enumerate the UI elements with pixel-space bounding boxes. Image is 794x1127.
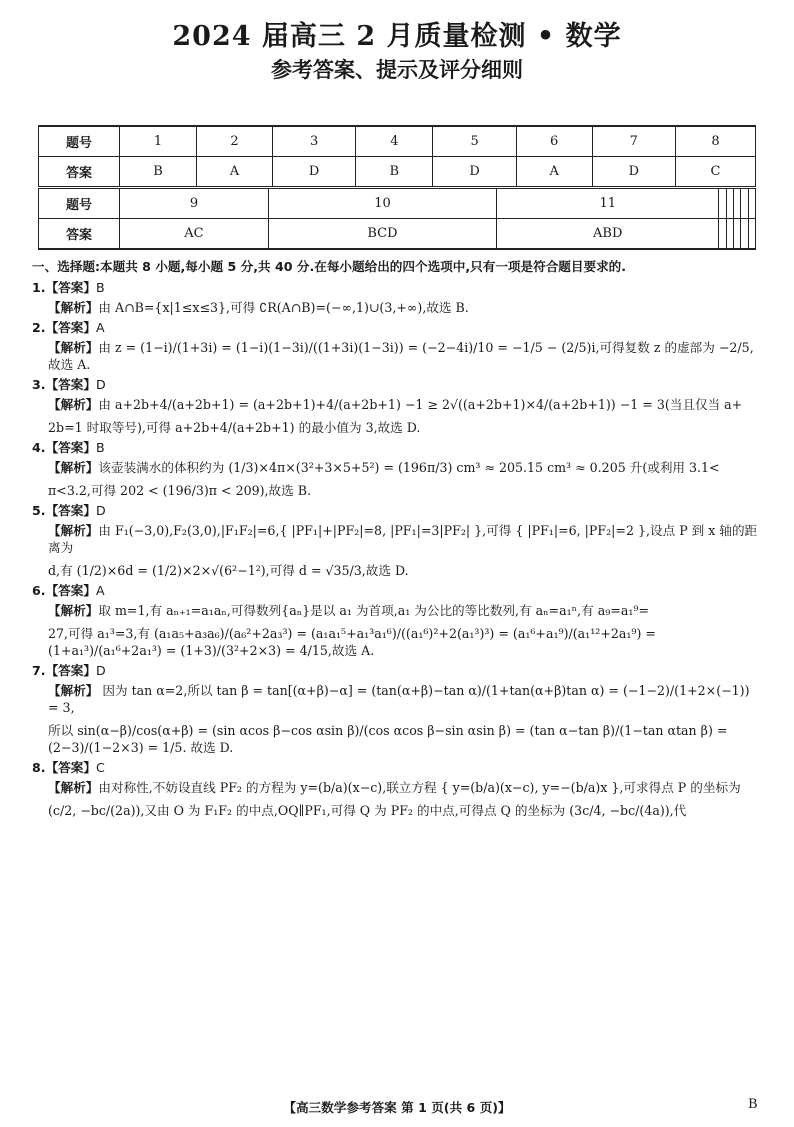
answer-tag: 【答案】 (45, 663, 96, 678)
table-cell (719, 219, 726, 250)
explanation-line (32, 522, 762, 556)
explanation-line (32, 682, 762, 716)
explanation-line (32, 779, 762, 796)
table-cell: 1 (120, 126, 197, 157)
answer-line (32, 662, 762, 679)
question-number: 7. (32, 663, 46, 678)
question-number: 8. (32, 760, 46, 775)
row-header-answer: 答案 (39, 219, 120, 250)
question-block (32, 376, 762, 436)
explanation-line (32, 396, 762, 413)
table-cell (741, 189, 748, 219)
explain-tag: 【解析】 (48, 300, 99, 315)
table-cell (748, 189, 755, 219)
table-row-numbers (39, 126, 756, 157)
question-block (32, 662, 762, 756)
table-row-answers (39, 157, 756, 187)
explanation-line (32, 339, 762, 373)
explain-tag: 【解析】 (48, 780, 99, 795)
question-block (32, 319, 762, 373)
solutions-content (32, 258, 762, 819)
explanation-line (32, 482, 762, 499)
table-cell: B (356, 157, 433, 187)
answer-tag: 【答案】 (45, 760, 96, 775)
table-cell: 11 (497, 189, 719, 219)
answer-tag: 【答案】 (45, 377, 96, 392)
explanation-text: 所以 sin(α−β)/cos(α+β) = (sin αcos β−cos αsin β)/(cos αcos β−sin αsin β) = (tan α−tan β)/(1−tan αtan β) = (2−3)/(1−2×3) = 1/5. 故选 D. (48, 723, 728, 755)
explanation-text: 由对称性,不妨设直线 PF₂ 的方程为 y=(b/a)(x−c),联立方程 { y=(b/a)(x−c), y=−(b/a)x },可求得点 P 的坐标为 (98, 780, 741, 795)
answer-value: B (95, 280, 105, 295)
explanation-line (32, 459, 762, 476)
table-cell: D (433, 157, 516, 187)
answer-tag: 【答案】 (45, 440, 96, 455)
answer-table-2 (38, 188, 756, 250)
table-row-numbers (39, 189, 756, 219)
explanation-line (32, 722, 762, 756)
table-cell: 2 (197, 126, 273, 157)
explain-tag: 【解析】 (48, 460, 99, 475)
explanation-text: 由 z = (1−i)/(1+3i) = (1−i)(1−3i)/((1+3i)(1−3i)) = (−2−4i)/10 = −1/5 − (2/5)i,可得复数 z 的虚部为 −2/5,故选 A. (48, 340, 754, 372)
table-cell (741, 219, 748, 250)
explanation-text: π<3.2,可得 202 < (196/3)π < 209),故选 B. (48, 483, 312, 498)
explanation-text: d,有 (1/2)×6d = (1/2)×2×√(6²−1²),可得 d = √35/3,故选 D. (48, 563, 409, 578)
explanation-text: 取 m=1,有 aₙ₊₁=a₁aₙ,可得数列{aₙ}是以 a₁ 为首项,a₁ 为公比的等比数列,有 aₙ=a₁ⁿ,有 a₉=a₁⁹= (98, 603, 649, 618)
answer-value: C (95, 760, 105, 775)
questions-list (32, 279, 762, 819)
row-header-answer: 答案 (39, 157, 120, 187)
table-row-answers (39, 219, 756, 250)
question-block (32, 279, 762, 316)
document-title: 2024 届高三 2 月质量检测 • 数学 (172, 21, 622, 52)
question-block (32, 439, 762, 499)
table-cell: BCD (268, 219, 496, 250)
table-cell (734, 189, 741, 219)
explanation-text: 27,可得 a₁³=3,有 (a₁a₅+a₃a₆)/(a₆²+2a₃³) = (a₁a₁⁵+a₁³a₁⁶)/((a₁⁶)²+2(a₁³)³) = (a₁⁶+a₁⁹)/(a₁¹²+2a₁⁹) = (1+a₁³)/(a₁⁶+2a₁³) = (1+3)/(3²+2×3) = 4/15,故选 A. (48, 626, 656, 658)
table-cell: 4 (356, 126, 433, 157)
question-number: 1. (32, 280, 46, 295)
explanation-text: 由 A∩B={x|1≤x≤3},可得 ∁R(A∩B)=(−∞,1)∪(3,+∞),故选 B. (98, 300, 469, 315)
answer-line (32, 502, 762, 519)
answer-table-1 (38, 125, 756, 187)
question-number: 2. (32, 320, 46, 335)
document-subtitle: 参考答案、提示及评分细则 (271, 58, 523, 82)
explain-tag: 【解析】 (48, 683, 99, 698)
table-cell (734, 219, 741, 250)
answer-tag: 【答案】 (45, 320, 96, 335)
question-block (32, 582, 762, 659)
table-cell: 5 (433, 126, 516, 157)
table-cell (726, 219, 733, 250)
answer-tag: 【答案】 (45, 503, 96, 518)
question-block (32, 502, 762, 579)
answer-value: A (95, 583, 105, 598)
table-cell: A (197, 157, 273, 187)
explanation-line (32, 299, 762, 316)
explain-tag: 【解析】 (48, 397, 99, 412)
section-heading: 一、选择题:本题共 8 小题,每小题 5 分,共 40 分.在每小题给出的四个选项中,只有一项是符合题目要求的. (32, 259, 627, 274)
footer-version-letter: B (748, 1097, 758, 1112)
table-cell: 7 (592, 126, 675, 157)
answer-value: D (95, 663, 106, 678)
answer-line (32, 376, 762, 393)
explanation-line (32, 625, 762, 659)
explain-tag: 【解析】 (48, 340, 99, 355)
answer-value: D (95, 503, 106, 518)
answer-line (32, 582, 762, 599)
question-block (32, 759, 762, 819)
answer-value: B (95, 440, 105, 455)
table-cell: 9 (120, 189, 269, 219)
table-cell: ABD (497, 219, 719, 250)
table-cell: D (272, 157, 355, 187)
page-footer: 【高三数学参考答案 第 1 页(共 6 页)】 (283, 1100, 511, 1115)
table-cell: 3 (272, 126, 355, 157)
answer-value: D (95, 377, 106, 392)
explanation-line (32, 802, 762, 819)
question-number: 3. (32, 377, 46, 392)
explanation-text: 由 a+2b+4/(a+2b+1) = (a+2b+1)+4/(a+2b+1) −1 ≥ 2√((a+2b+1)×4/(a+2b+1)) −1 = 3(当且仅当 a+ (98, 397, 743, 412)
answer-tag: 【答案】 (45, 583, 96, 598)
explain-tag: 【解析】 (48, 603, 99, 618)
question-number: 5. (32, 503, 46, 518)
answer-line (32, 279, 762, 296)
table-cell (748, 219, 755, 250)
answer-line (32, 759, 762, 776)
explanation-text: (c/2, −bc/(2a)),又由 O 为 F₁F₂ 的中点,OQ∥PF₁,可得 Q 为 PF₂ 的中点,可得点 Q 的坐标为 (3c/4, −bc/(4a)),代 (48, 803, 687, 818)
table-cell: D (592, 157, 675, 187)
explanation-text: 2b=1 时取等号),可得 a+2b+4/(a+2b+1) 的最小值为 3,故选 D. (48, 420, 421, 435)
table-cell: 10 (268, 189, 496, 219)
answer-line (32, 319, 762, 336)
explanation-text: 该壶装满水的体积约为 (1/3)×4π×(3²+3×5+5²) = (196π/3) cm³ ≈ 205.15 cm³ ≈ 0.205 升(或利用 3.1< (98, 460, 720, 475)
question-number: 4. (32, 440, 46, 455)
explanation-line (32, 562, 762, 579)
table-cell: A (516, 157, 592, 187)
explanation-line (32, 419, 762, 436)
explanation-text: 因为 tan α=2,所以 tan β = tan[(α+β)−α] = (tan(α+β)−tan α)/(1+tan(α+β)tan α) = (−1−2)/(1+2×(−1)) = 3, (48, 683, 750, 715)
table-cell (719, 189, 726, 219)
table-cell: 8 (676, 126, 756, 157)
explanation-line (32, 602, 762, 619)
table-cell (726, 189, 733, 219)
table-cell: AC (120, 219, 269, 250)
row-header-number: 题号 (39, 126, 120, 157)
answer-tag: 【答案】 (45, 280, 96, 295)
table-cell: B (120, 157, 197, 187)
explain-tag: 【解析】 (48, 523, 99, 538)
row-header-number: 题号 (39, 189, 120, 219)
table-cell: 6 (516, 126, 592, 157)
question-number: 6. (32, 583, 46, 598)
table-cell: C (676, 157, 756, 187)
answer-value: A (95, 320, 105, 335)
answer-line (32, 439, 762, 456)
explanation-text: 由 F₁(−3,0),F₂(3,0),|F₁F₂|=6,{ |PF₁|+|PF₂|=8, |PF₁|=3|PF₂| },可得 { |PF₁|=6, |PF₂|=2 },设点 P 到 x 轴的距离为 (48, 523, 758, 555)
